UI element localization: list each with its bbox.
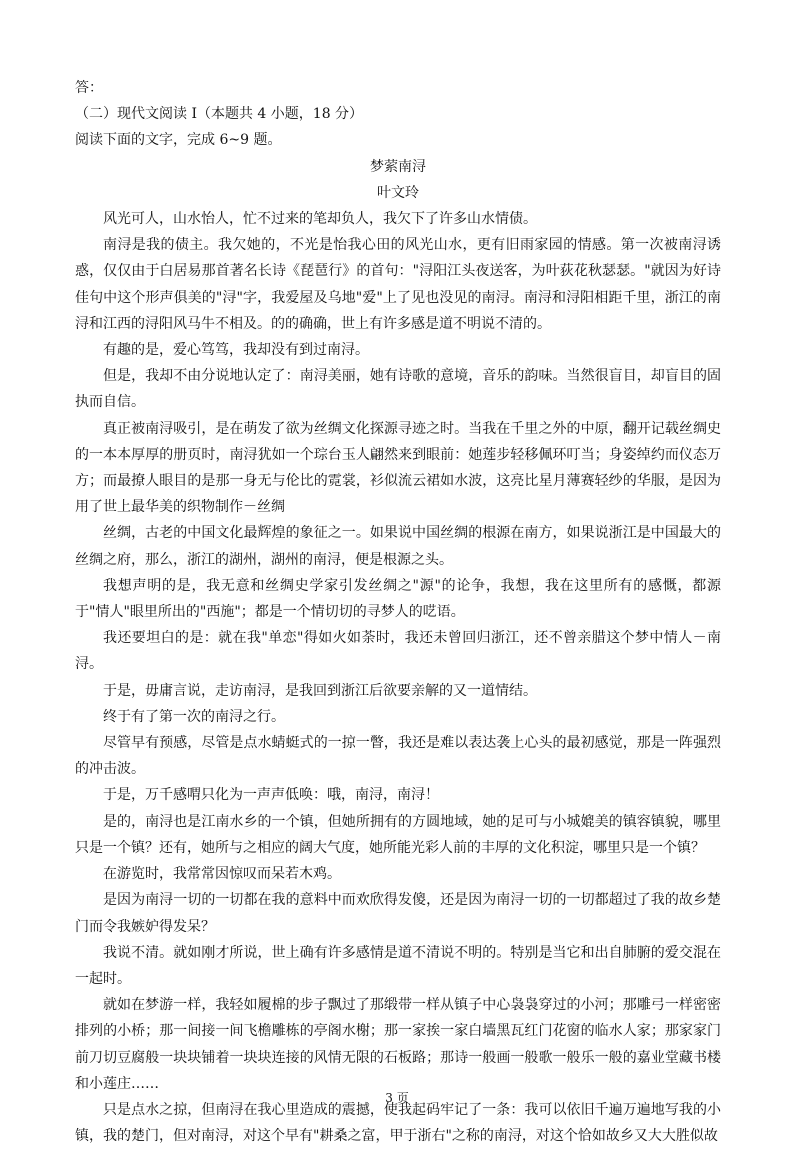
paragraph: 是因为南浔一切的一切都在我的意料中而欢欣得发傻，还是因为南浔一切的一切都超过了我的故乡楚门而令我嫉妒得发呆？ bbox=[75, 892, 721, 935]
paragraph: 终于有了第一次的南浔之行。 bbox=[103, 708, 285, 725]
paragraph: 但是，我却不由分说地认定了：南浔美丽，她有诗歌的意境，音乐的韵味。当然很盲目，却盲目的固执而自信。 bbox=[75, 368, 721, 411]
answer-label: 答： bbox=[75, 80, 103, 96]
paragraph: 只是点水之掠，但南浔在我心里造成的震撼，使我起码牢记了一条：我可以依旧千遍万遍地写我的小镇，我的楚门，但对南浔，对这个早有"耕桑之富，甲于浙右"之称的南浔，对这个恰如故乡又大大胜似故 bbox=[75, 1101, 721, 1145]
paragraph: 是的，南浔也是江南水乡的一个镇，但她所拥有的方圆地域，她的足可与小城媲美的镇容镇貌，哪里只是一个镇？还有，她所与之相应的阔大气度，她所能光彩人前的丰厚的文化积淀，哪里只是一个镇？ bbox=[75, 813, 721, 856]
paragraph: 有趣的是，爱心笃笃，我却没有到过南浔。 bbox=[103, 342, 369, 359]
paragraph: 丝绸，古老的中国文化最辉煌的象征之一。如果说中国丝绸的根源在南方，如果说浙江是中国最大的丝绸之府，那么，浙江的湖州，湖州的南浔，便是根源之头。 bbox=[75, 525, 721, 568]
paragraph: 就如在梦游一样，我轻如履棉的步子飘过了那缎带一样从镇子中心袅袅穿过的小河；那雕弓一样密密排列的小桥；那一间接一间飞檐雕栋的亭阁水榭；那一家挨一家白墙黑瓦红门花窗的临水人家；那家家门前刀切豆腐般一块块铺着一块块连接的风情无限的石板路；那诗一般画一般歌一般乐一般的嘉业堂藏书楼和小莲庄…… bbox=[75, 997, 721, 1092]
paragraph: 尽管早有预感，尽管是点水蜻蜓式的一掠一瞥，我还是难以表达袭上心头的最初感觉，那是一阵强烈的冲击波。 bbox=[75, 735, 721, 778]
paragraph: 风光可人，山水怡人，忙不过来的笔却负人，我欠下了许多山水情债。 bbox=[103, 211, 537, 228]
paragraph: 我还要坦白的是：就在我"单恋"得如火如荼时，我还未曾回归浙江，还不曾亲腊这个梦中情人－南浔。 bbox=[75, 630, 721, 673]
document-body bbox=[75, 75, 721, 1149]
paragraph: 于是，毋庸言说，走访南浔，是我回到浙江后欲要亲解的又一道情结。 bbox=[103, 682, 537, 699]
paragraph: 在游览时，我常常因惊叹而呆若木鸡。 bbox=[103, 866, 341, 883]
paragraph: 我想声明的是，我无意和丝绸史学家引发丝绸之"源"的论争，我想，我在这里所有的感慨，都源于"情人"眼里所出的"西施"；都是一个情切切的寻梦人的呓语。 bbox=[75, 577, 721, 621]
article-author: 叶文玲 bbox=[377, 184, 419, 201]
paragraph: 真正被南浔吸引，是在萌发了欲为丝绸文化探源寻迹之时。当我在千里之外的中原，翻开记载丝绸史的一本本厚厚的册页时，南浔犹如一个琮台玉人翩然来到眼前：她莲步轻移佩环叮当；身姿绰约而仪态万方；而最撩人眼目的是那一身无与伦比的霓裳，衫似流云裙如水波，这亮比星月薄赛轻纱的华服，是因为用了世上最华美的织物制作－丝绸 bbox=[75, 420, 721, 516]
paragraph: 南浔是我的债主。我欠她的，不光是怡我心田的风光山水，更有旧雨家园的情感。第一次被南浔诱惑，仅仅由于白居易那首著名长诗《琵琶行》的首句："浔阳江头夜送客，为叶荻花秋瑟瑟。"就因为好诗佳句中这个形声俱美的"浔"字，我爱屋及乌地"爱"上了见也没见的南浔。南浔和浔阳相距千里，浙江的南浔和江西的浔阳风马牛不相及。的的确确，世上有许多感是道不明说不清的。 bbox=[75, 237, 721, 332]
section-heading: （二）现代文阅读 I（本题共 4 小题，18 分） bbox=[75, 106, 364, 123]
article-title: 梦萦南浔 bbox=[370, 158, 426, 175]
paragraph: 我说不清。就如刚才所说，世上确有许多感情是道不清说不明的。特别是当它和出自肺腑的爱交混在一起时。 bbox=[75, 944, 721, 987]
page-number: 3 页 bbox=[385, 1091, 409, 1105]
reading-instruction: 阅读下面的文字，完成 6~9 题。 bbox=[75, 132, 282, 149]
paragraph: 于是，万千感喟只化为一声声低唤：哦，南浔，南浔！ bbox=[103, 787, 439, 804]
